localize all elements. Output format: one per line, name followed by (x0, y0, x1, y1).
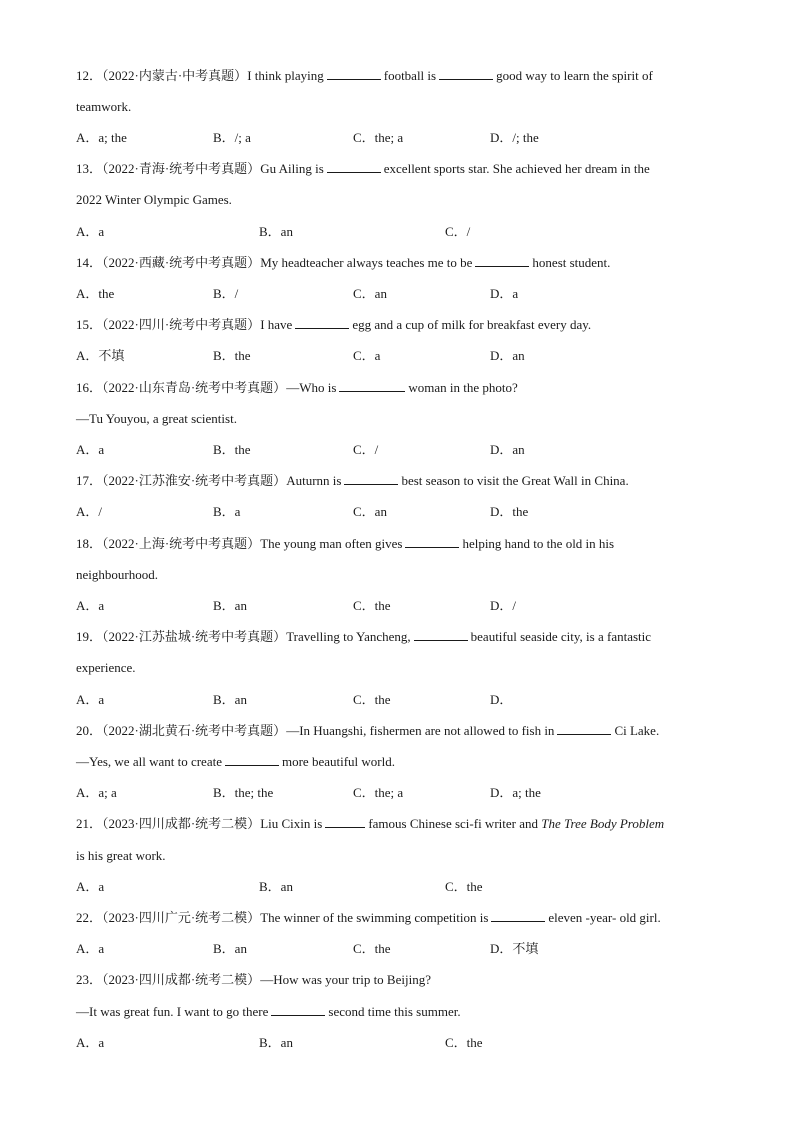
option-b[interactable]: B．the (213, 442, 251, 457)
book-title: The Tree Body Problem (541, 816, 665, 831)
question-number: 12． (76, 68, 103, 83)
answer-blank (225, 754, 279, 766)
option-d[interactable]: D．the (490, 504, 529, 519)
answer-blank (414, 629, 468, 641)
question-12-stem-cont: teamwork. (76, 99, 132, 114)
question-19-stem-cont: experience. (76, 660, 136, 675)
answer-blank (271, 1004, 325, 1016)
option-c[interactable]: C．/ (445, 224, 471, 239)
option-b[interactable]: B．an (213, 692, 247, 707)
option-c[interactable]: C．the; a (353, 785, 404, 800)
option-c[interactable]: C．the (353, 941, 391, 956)
answer-blank (327, 68, 381, 80)
option-a[interactable]: A．a (76, 598, 105, 613)
option-b[interactable]: B．an (259, 224, 293, 239)
question-18-stem: 18．（2022·上海·统考中考真题）The young man often gives helping hand to the old in his (76, 536, 615, 551)
question-14-stem: 14．（2022·西藏·统考中考真题）My headteacher always teaches me to be honest student. (76, 255, 611, 270)
answer-blank (491, 910, 545, 922)
question-20-stem-cont: —Yes, we all want to create more beautiful world. (76, 754, 395, 769)
option-d[interactable]: D．a (490, 286, 519, 301)
option-a[interactable]: A．不填 (76, 348, 125, 363)
answer-blank (557, 723, 611, 735)
question-20-stem: 20．（2022·湖北黄石·统考中考真题）—In Huangshi, fishermen are not allowed to fish in Ci Lake. (76, 723, 660, 738)
question-22-stem: 22．（2023·四川广元·统考二模）The winner of the swimming competition is eleven -year- old girl. (76, 910, 661, 925)
question-16-stem-cont: —Tu Youyou, a great scientist. (76, 411, 237, 426)
option-b[interactable]: B．a (213, 504, 241, 519)
option-b[interactable]: B．/; a (213, 130, 251, 145)
option-d[interactable]: D．不填 (490, 941, 539, 956)
option-b[interactable]: B．the (213, 348, 251, 363)
option-b[interactable]: B．an (259, 1035, 293, 1050)
option-d[interactable]: D．/ (490, 598, 517, 613)
question-23-stem: 23．（2023·四川成都·统考二模）—How was your trip to Beijing? (76, 972, 431, 987)
question-17-stem: 17．（2022·江苏淮安·统考中考真题）Auturnn is best season to visit the Great Wall in China. (76, 473, 629, 488)
question-13-stem-cont: 2022 Winter Olympic Games. (76, 192, 232, 207)
option-a[interactable]: A．the (76, 286, 115, 301)
option-a[interactable]: A．a (76, 879, 105, 894)
question-21-stem: 21．（2023·四川成都·统考二模）Liu Cixin is famous Chinese sci-fi writer and The Tree Body Problem (76, 816, 665, 831)
answer-blank (325, 816, 365, 828)
option-a[interactable]: A．a; the (76, 130, 127, 145)
question-18-stem-cont: neighbourhood. (76, 567, 158, 582)
question-19-stem: 19．（2022·江苏盐城·统考中考真题）Travelling to Yancheng, beautiful seaside city, is a fantastic (76, 629, 652, 644)
option-a[interactable]: A．a (76, 941, 105, 956)
option-d[interactable]: D．a; the (490, 785, 541, 800)
option-c[interactable]: C．the; a (353, 130, 404, 145)
option-a[interactable]: A．a (76, 692, 105, 707)
question-21-stem-cont: is his great work. (76, 848, 166, 863)
option-c[interactable]: C．an (353, 286, 387, 301)
question-15-stem: 15．（2022·四川·统考中考真题）I have egg and a cup of milk for breakfast every day. (76, 317, 592, 332)
answer-blank (405, 536, 459, 548)
option-b[interactable]: B．the; the (213, 785, 274, 800)
option-b[interactable]: B．an (259, 879, 293, 894)
option-c[interactable]: C．the (445, 1035, 483, 1050)
option-a[interactable]: A．a; a (76, 785, 117, 800)
option-c[interactable]: C．a (353, 348, 381, 363)
answer-blank (475, 255, 529, 267)
answer-blank (295, 317, 349, 329)
option-a[interactable]: A．a (76, 442, 105, 457)
answer-blank (327, 161, 381, 173)
option-c[interactable]: C．the (353, 598, 391, 613)
question-23-stem-cont: —It was great fun. I want to go there second time this summer. (76, 1004, 461, 1019)
answer-blank (339, 380, 405, 392)
answer-blank (439, 68, 493, 80)
option-d[interactable]: D．an (490, 442, 525, 457)
option-d[interactable]: D．/; the (490, 130, 539, 145)
option-c[interactable]: C．/ (353, 442, 379, 457)
option-a[interactable]: A．a (76, 1035, 105, 1050)
option-d[interactable]: D． (490, 692, 513, 707)
option-b[interactable]: B．/ (213, 286, 239, 301)
question-13-stem: 13．（2022·青海·统考中考真题）Gu Ailing is excellent sports star. She achieved her dream in the (76, 161, 650, 176)
option-b[interactable]: B．an (213, 598, 247, 613)
question-12-stem: 12．（2022·内蒙古·中考真题）I think playing football is good way to learn the spirit of (76, 68, 653, 83)
option-c[interactable]: C．an (353, 504, 387, 519)
option-c[interactable]: C．the (353, 692, 391, 707)
question-16-stem: 16．（2022·山东青岛·统考中考真题）—Who is woman in the photo? (76, 380, 518, 395)
answer-blank (344, 473, 398, 485)
option-c[interactable]: C．the (445, 879, 483, 894)
option-b[interactable]: B．an (213, 941, 247, 956)
question-source: （2022·内蒙古·中考真题） (102, 68, 248, 83)
option-d[interactable]: D．an (490, 348, 525, 363)
option-a[interactable]: A．a (76, 224, 105, 239)
option-a[interactable]: A．/ (76, 504, 103, 519)
